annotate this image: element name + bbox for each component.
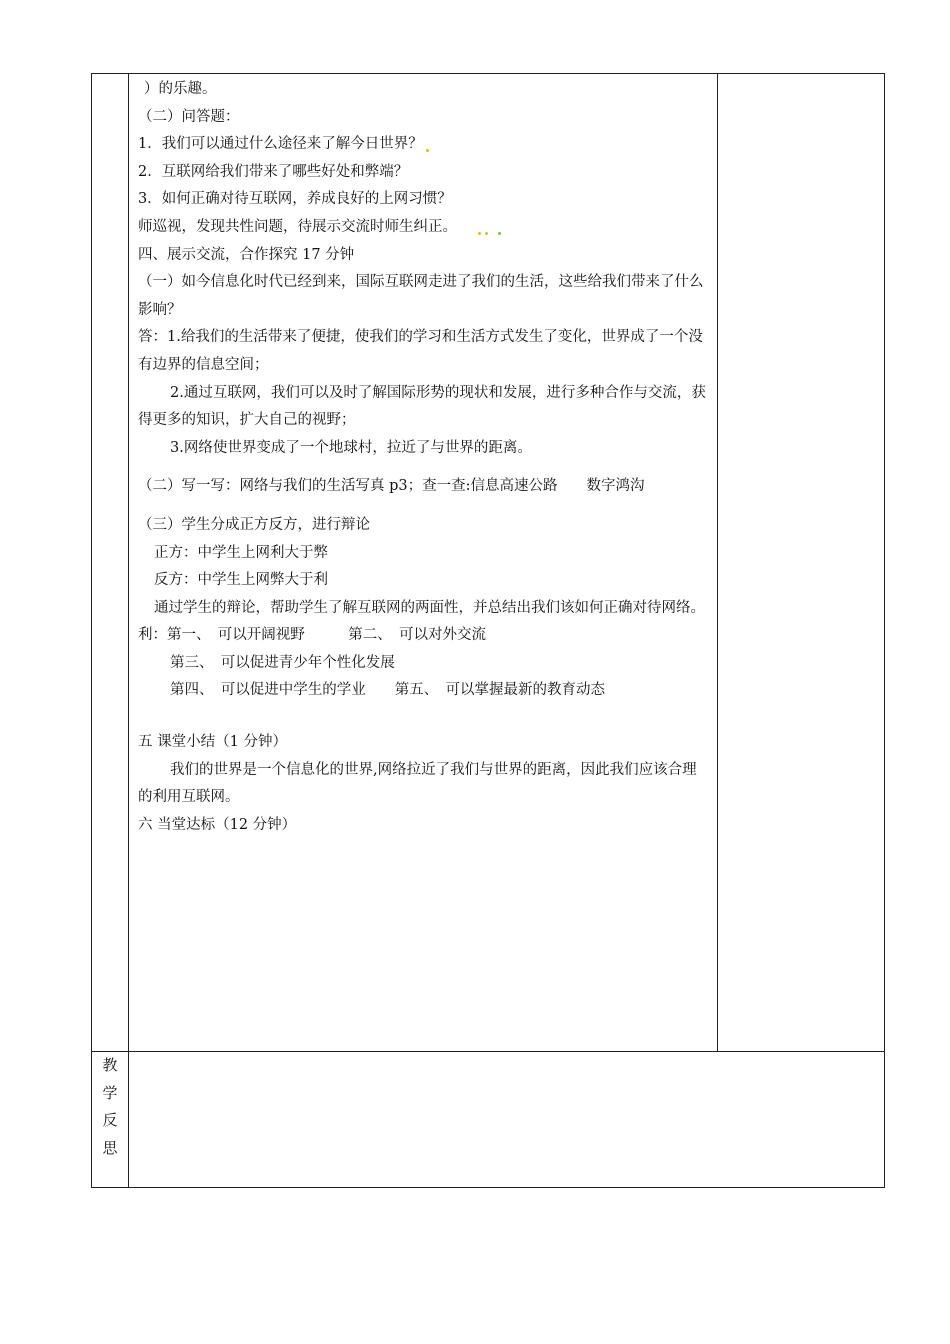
discussion-question-1: （一）如今信息化时代已经到来，国际互联网走进了我们的生活，这些给我们带来了什么影响？	[138, 274, 704, 318]
question-3: 3．如何正确对待互联网，养成良好的上网习惯？	[138, 191, 452, 208]
highlight-mark	[426, 149, 429, 152]
write-and-research: （二）写一写：网络与我们的生活写真 p3；查一查:信息高速公路 数字鸿沟	[138, 478, 645, 495]
highlight-mark	[485, 232, 488, 235]
label-char: 反	[102, 1111, 118, 1129]
class-summary: 我们的世界是一个信息化的世界,网络拉近了我们与世界的距离，因此我们应该合理的利用互联网。	[138, 761, 697, 806]
teaching-reflection-content[interactable]	[129, 1052, 885, 1188]
highlight-mark	[478, 232, 481, 235]
lesson-body	[129, 74, 717, 839]
lesson-body-cell	[129, 74, 718, 1052]
label-char: 教	[102, 1056, 118, 1074]
lesson-plan-table	[91, 73, 885, 1188]
label-char: 思	[102, 1138, 118, 1157]
right-notes-cell	[718, 74, 885, 1052]
section-qa-heading: （二）问答题：	[138, 108, 240, 125]
debate-con: 反方：中学生上网弊大于利	[154, 572, 328, 589]
teaching-reflection-row	[92, 1052, 885, 1188]
debate-summary: 通过学生的辩论，帮助学生了解互联网的两面性，并总结出我们该如何正确对待网络。	[154, 599, 705, 616]
benefits-row-2: 第三、 可以促进青少年个性化发展	[170, 654, 395, 671]
section-six-heading: 六 当堂达标（12 分钟）	[138, 816, 297, 833]
label-char: 学	[102, 1083, 118, 1102]
answer-point-1: 答：1.给我们的生活带来了便捷，使我们的学习和生活方式发生了变化，世界成了一个没有边界的信息空间；	[138, 329, 703, 373]
debate-heading: （三）学生分成正方反方，进行辩论	[138, 516, 370, 533]
benefits-row-1: 利：第一、 可以开阔视野 第二、 可以对外交流	[138, 627, 486, 644]
answer-point-3: 3.网络使世界变成了一个地球村，拉近了与世界的距离。	[170, 439, 532, 456]
question-2: 2．互联网给我们带来了哪些好处和弊端？	[138, 163, 409, 180]
question-1: 1．我们可以通过什么途径来了解今日世界？	[138, 136, 423, 153]
section-four-heading: 四、展示交流，合作探究 17 分钟	[138, 246, 355, 263]
benefits-row-3: 第四、 可以促进中学生的学业 第五、 可以掌握最新的教育动态	[170, 682, 605, 699]
teaching-reflection-label	[92, 1052, 129, 1188]
lesson-content-row	[92, 74, 885, 1052]
section-five-heading: 五 课堂小结（1 分钟）	[138, 734, 287, 751]
highlight-mark	[498, 232, 501, 235]
answer-point-2: 2.通过互联网，我们可以及时了解国际形势的现状和发展，进行多种合作与交流，获得更多的知识，扩大自己的视野；	[138, 384, 706, 429]
teacher-note: 师巡视，发现共性问题，待展示交流时师生纠正。	[138, 218, 457, 235]
text-line-enjoyment: ）的乐趣。	[144, 81, 217, 97]
left-margin-cell	[92, 74, 129, 1052]
debate-pro: 正方：中学生上网利大于弊	[154, 544, 328, 561]
